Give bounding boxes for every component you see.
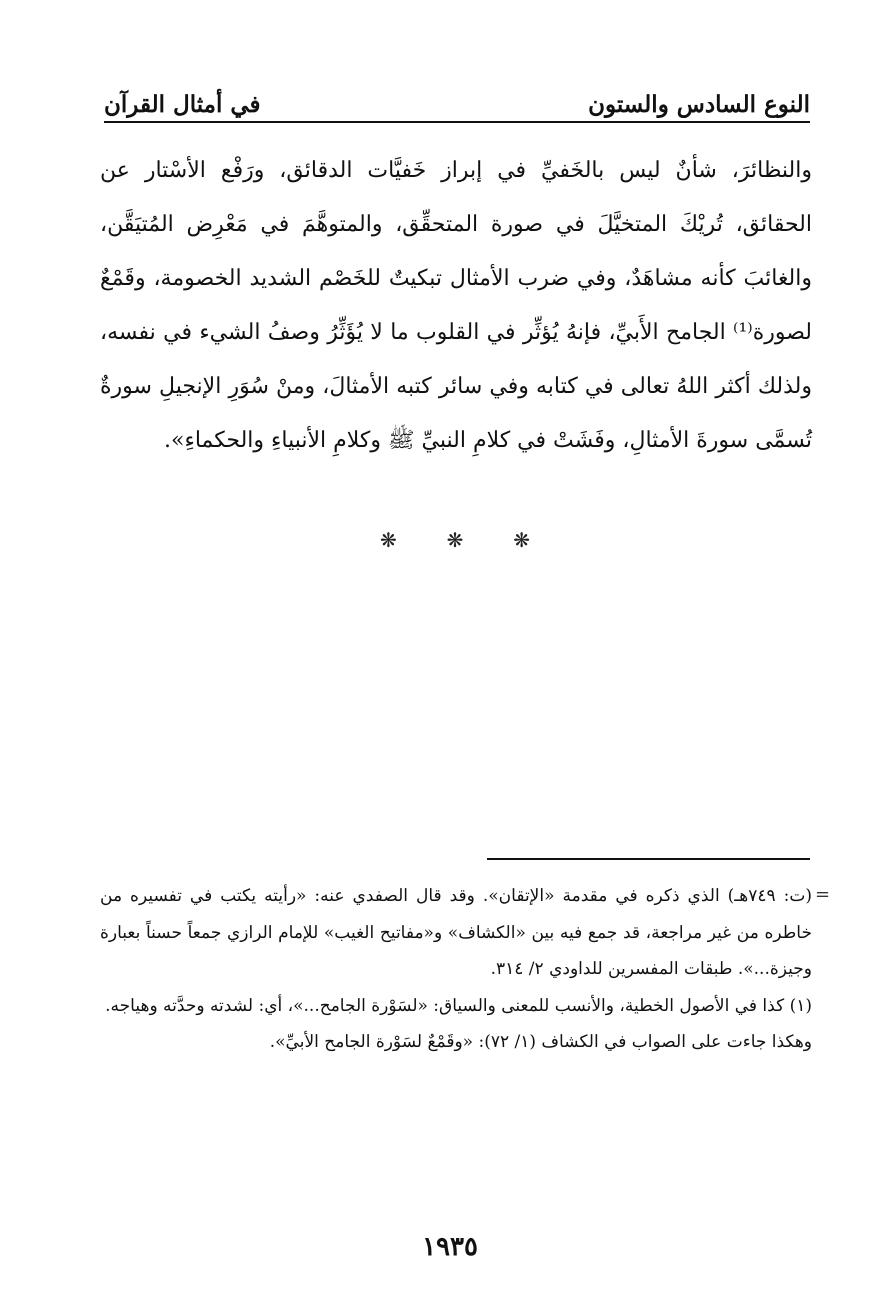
footnote-1-note: وهكذا جاءت على الصواب في الكشاف (١/ ٧٢): «وقَمْعٌ لسَوْرة الجامح الأبيِّ». bbox=[269, 1032, 812, 1052]
footnote-rule bbox=[487, 858, 810, 860]
main-text: والنظائرَ، شأنٌ ليس بالخَفيِّ في إبراز خَفيَّات الدقائق، ورَفْع الأسْتار عن الحقائق، تُريْكَ المتخيَّلَ في صورة المتحقِّق، والمتوهَّمَ في مَعْرِض المُتيَقَّن، والغائبَ كأنه مشاهَدٌ، وفي ضرب الأمثال تبكيتٌ للخَصْم الشديد الخصومة، وقَمْعٌ لصورة⁽¹⁾ الجامح الأَبيِّ، فإنهُ يُؤثِّر في القلوب ما لا يُؤَثِّرُ وصفُ الشيء في نفسه، ولذلك أكثر اللهُ تعالى في كتابه وفي سائر كتبه الأمثالَ، ومنْ سُوَرِ الإنجيلِ سورةٌ تُسمَّى سورةَ الأمثالِ، وفَشَتْ في كلامِ النبيِّ ﷺ وكلامِ الأنبياءِ والحكماءِ». bbox=[100, 158, 812, 453]
header-rule bbox=[104, 121, 810, 123]
footnotes bbox=[100, 878, 812, 1061]
header-book-title: في أمثال القرآن bbox=[104, 91, 261, 118]
footnote-continued: (ت: ٧٤٩هـ) الذي ذكره في مقدمة «الإتقان». وقد قال الصفدي عنه: «رأيته يكتب في تفسيره من خاطره من غير مراجعة، قد جمع فيه بين «الكشاف» و«مفاتيح الغيب» للإمام الرازي جمعاً حسناً بعبارة وجيزة...». طبقات المفسرين للداودي ٢/ ٣١٤. bbox=[100, 886, 812, 979]
page-number: ١٩٣٥ bbox=[422, 1232, 478, 1262]
footnote-1: (١) كذا في الأصول الخطية، والأنسب للمعنى والسياق: «لسَوْرة الجامح...»، أي: لشدته وحدَّته وهياجه. bbox=[105, 995, 812, 1016]
asterism-icon: ❋ bbox=[380, 528, 397, 552]
footnote-continuation-mark: = bbox=[815, 884, 831, 905]
header-chapter-title: النوع السادس والستون bbox=[588, 91, 810, 118]
section-separator bbox=[380, 528, 530, 552]
asterism-icon: ❋ bbox=[513, 528, 530, 552]
running-header bbox=[104, 78, 810, 118]
asterism-icon: ❋ bbox=[446, 528, 464, 552]
